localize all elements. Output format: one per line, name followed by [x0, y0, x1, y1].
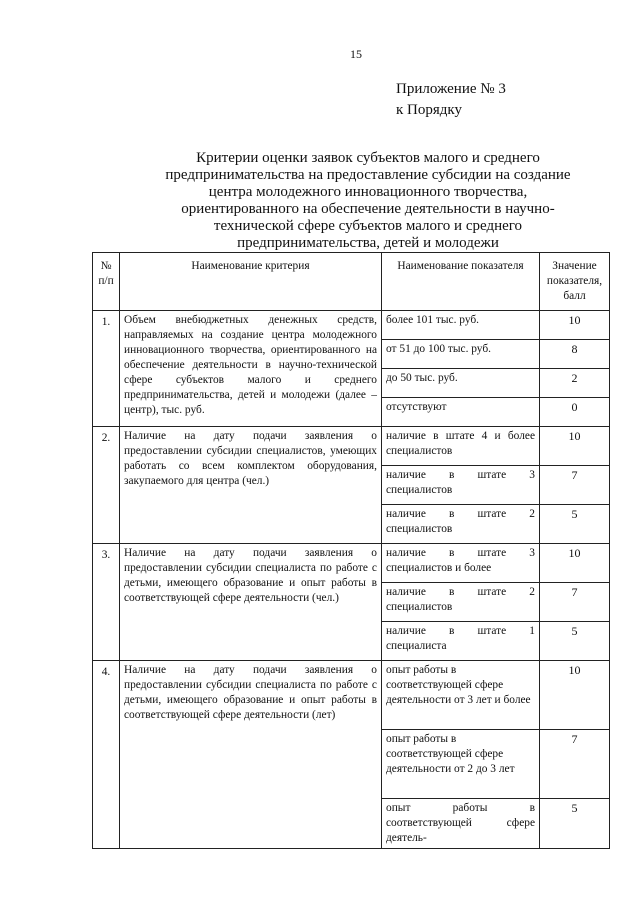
table-row	[93, 544, 610, 583]
appendix-line-1: Приложение № 3	[396, 81, 506, 97]
indicator-name: более 101 тыс. руб.	[382, 311, 540, 340]
indicator-name: опыт работы в соответствующей сфере деятельности от 2 до 3 лет	[382, 730, 540, 799]
indicator-name: отсутствуют	[382, 398, 540, 427]
indicator-value: 10	[540, 544, 610, 583]
indicator-name: наличие в штате 3 специалистов	[382, 466, 540, 505]
indicator-name: наличие в штате 1 специалиста	[382, 622, 540, 661]
indicator-value: 10	[540, 311, 610, 340]
indicator-value: 7	[540, 466, 610, 505]
indicator-value: 7	[540, 583, 610, 622]
indicator-name: наличие в штате 2 специалистов	[382, 583, 540, 622]
header-value: Значение показателя, балл	[540, 253, 610, 311]
indicator-value: 5	[540, 622, 610, 661]
header-criterion: Наименование критерия	[120, 253, 382, 311]
indicator-name: наличие в штате 2 специалистов	[382, 505, 540, 544]
document-title: Критерии оценки заявок субъектов малого и среднего предпринимательства на предоставление субсидии на создание центра молодежного инновационного творчества, ориентированного на обеспечение деятельности в научно-технической сфере субъектов малого и среднего предпринимательства, детей и молодежи	[165, 150, 571, 251]
indicator-value: 5	[540, 505, 610, 544]
appendix-line-2: к Порядку	[396, 102, 462, 118]
row-number: 4.	[93, 661, 120, 849]
indicator-value: 2	[540, 369, 610, 398]
criterion-text: Объем внебюджетных денежных средств, направляемых на создание центра молодежного инновационного творчества, ориентированного на обеспечение деятельности в научно-технической сфере субъектов малого и среднего предпринимательства, детей и молодежи (далее – центр), тыс. руб.	[120, 311, 382, 427]
table-row	[93, 661, 610, 730]
indicator-value: 8	[540, 340, 610, 369]
criterion-text: Наличие на дату подачи заявления о предоставлении субсидии специалистов, умеющих работать со всем комплектом оборудования, закупаемого для центра (чел.)	[120, 427, 382, 544]
indicator-value: 7	[540, 730, 610, 799]
indicator-value: 5	[540, 799, 610, 849]
header-indicator: Наименование показателя	[382, 253, 540, 311]
table-row	[93, 427, 610, 466]
criterion-text: Наличие на дату подачи заявления о предоставлении субсидии специалиста по работе с детьми, имеющего образование и опыт работы в соответствующей сфере деятельности (лет)	[120, 661, 382, 849]
row-number: 2.	[93, 427, 120, 544]
row-number: 1.	[93, 311, 120, 427]
table-header-row	[93, 253, 610, 311]
appendix-header	[396, 79, 506, 121]
indicator-value: 10	[540, 427, 610, 466]
indicator-name: от 51 до 100 тыс. руб.	[382, 340, 540, 369]
page-number: 15	[350, 47, 362, 61]
indicator-name: опыт работы в соответствующей сфере деятельности от 3 лет и более	[382, 661, 540, 730]
indicator-name: до 50 тыс. руб.	[382, 369, 540, 398]
indicator-value: 10	[540, 661, 610, 730]
table-row	[93, 311, 610, 340]
indicator-name: наличие в штате 3 специалистов и более	[382, 544, 540, 583]
row-number: 3.	[93, 544, 120, 661]
criterion-text: Наличие на дату подачи заявления о предоставлении субсидии специалиста по работе с детьми, имеющего образование и опыт работы в соответствующей сфере деятельности (чел.)	[120, 544, 382, 661]
criteria-table	[92, 252, 610, 849]
header-number: № п/п	[93, 253, 120, 311]
indicator-value: 0	[540, 398, 610, 427]
indicator-name: опыт работы в соответствующей сфере деятель-	[382, 799, 540, 849]
indicator-name: наличие в штате 4 и более специалистов	[382, 427, 540, 466]
